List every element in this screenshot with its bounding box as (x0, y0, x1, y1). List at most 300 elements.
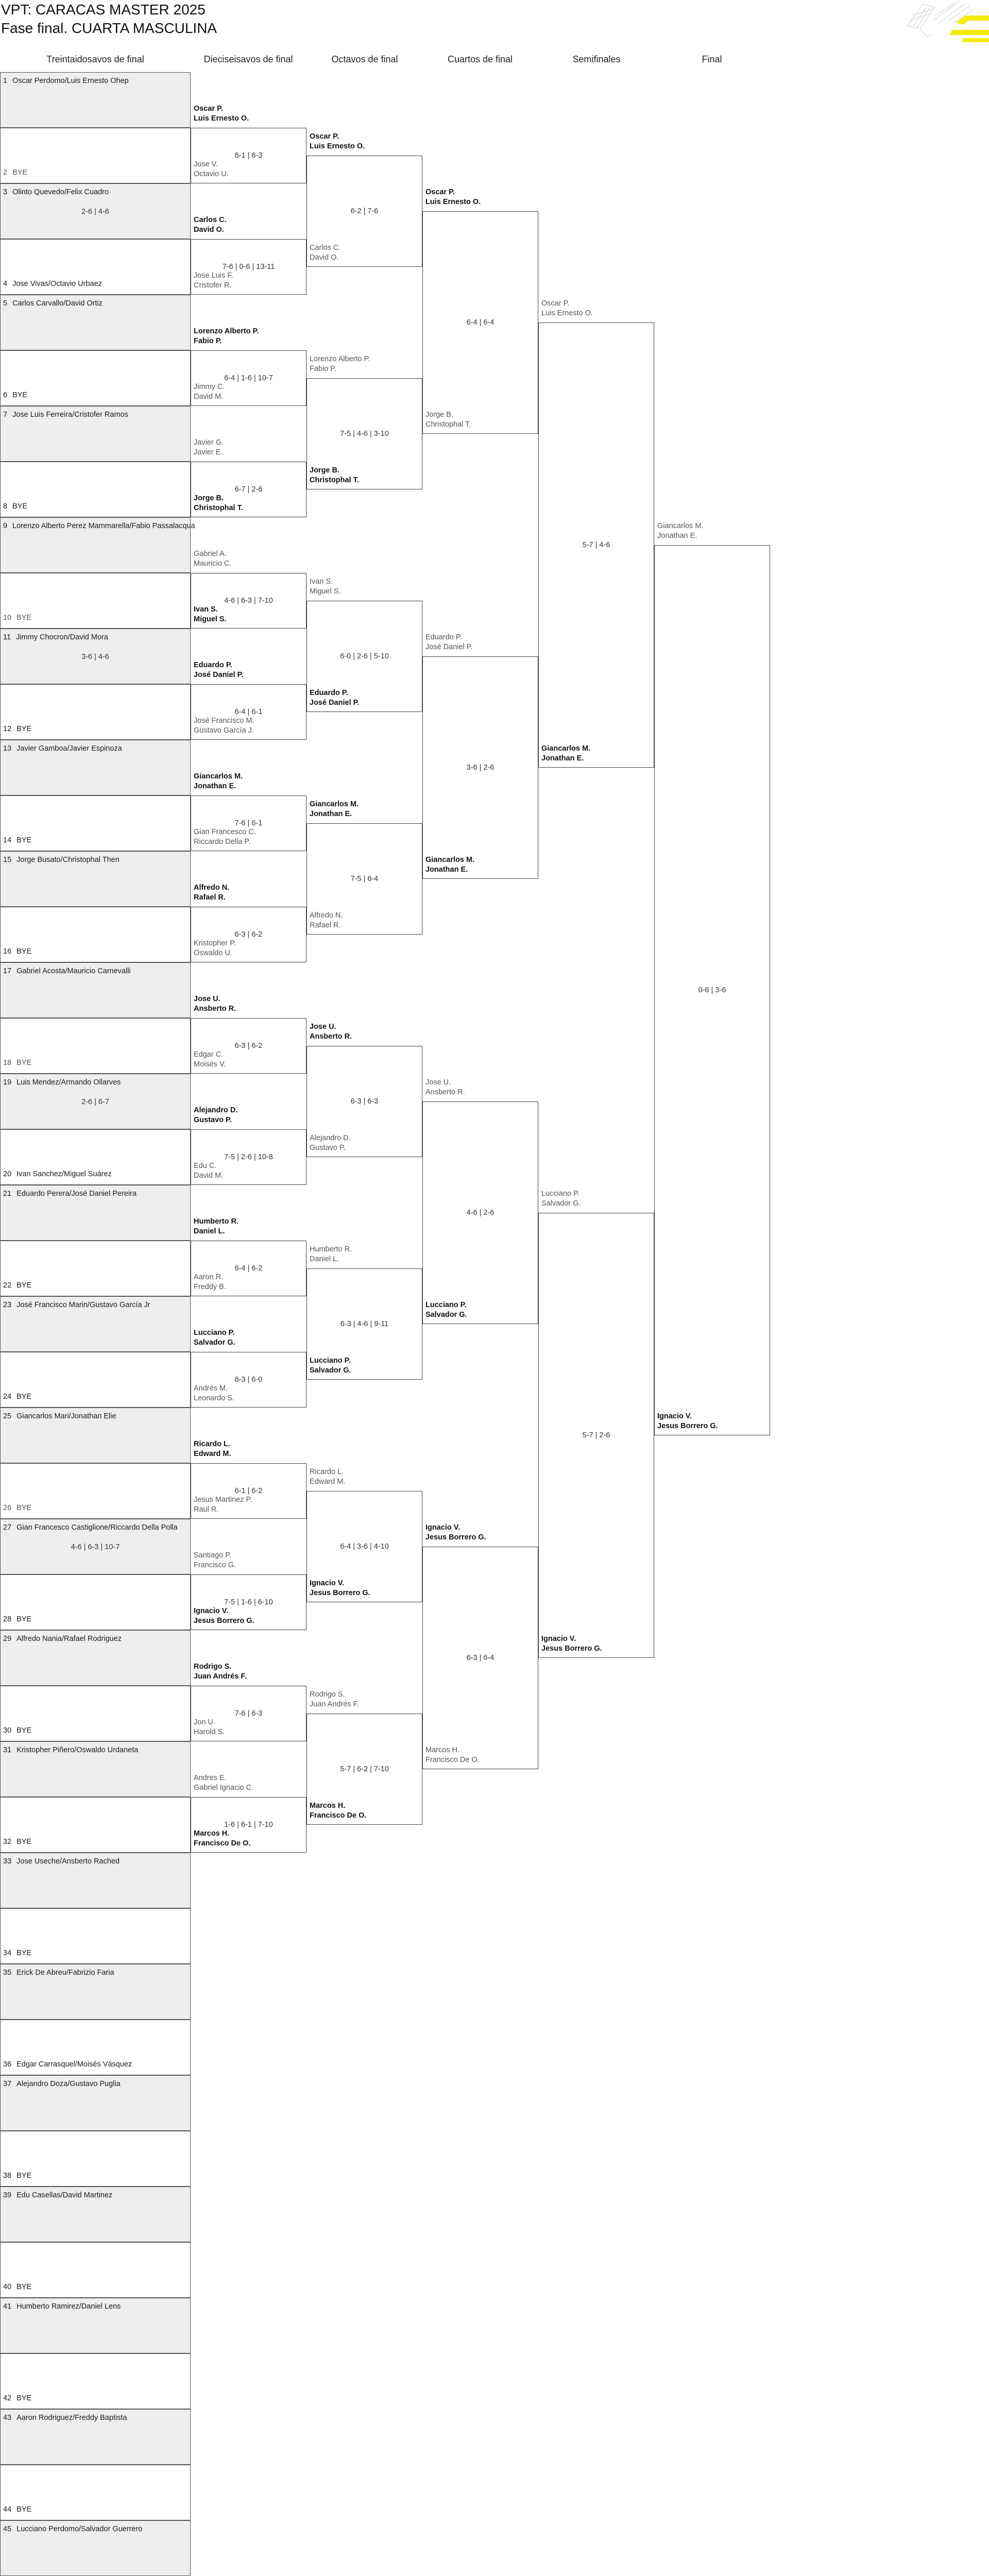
entry-seed: 18 (3, 1059, 12, 1067)
winner-name: Eduardo P. (194, 661, 232, 669)
entry-team (3, 1523, 178, 1532)
entry-seed: 34 (3, 1949, 12, 1957)
entry-team (3, 967, 131, 976)
winner-name: Oscar P. (425, 188, 455, 196)
entry-name: Javier Gamboa/Javier Espinoza (16, 744, 122, 753)
entry-seed: 29 (3, 1635, 12, 1643)
loser-name: Jorge B. (425, 411, 453, 419)
loser-name: Miguel S. (310, 587, 341, 596)
entry-team (3, 2505, 31, 2514)
winner-name: Ignacio V. (425, 1523, 461, 1532)
loser-name: Gustavo García J. (194, 726, 254, 735)
entry-seed: 32 (3, 1838, 12, 1846)
winner-name: Salvador G. (194, 1338, 235, 1347)
winner-name: Oscar P. (194, 105, 223, 113)
entry-team (3, 836, 31, 845)
winner-name: Edward M. (194, 1450, 231, 1458)
winner-name: Giancarlos M. (541, 744, 591, 753)
match-score: 6-3 | 6-3 (350, 1097, 379, 1106)
entry-seed: 12 (3, 725, 12, 733)
winner-name: Ansberto R. (310, 1032, 352, 1041)
winner-name: Salvador G. (310, 1366, 351, 1375)
winner-name: Ricardo L. (194, 1440, 230, 1448)
entry-team (3, 188, 109, 197)
match-score: 7-5 | 4-6 | 3-10 (340, 430, 389, 438)
winner-name: Luis Ernesto O. (310, 142, 365, 150)
entry-name: BYE (16, 1059, 32, 1067)
winner-name: Jesus Borrero G. (541, 1645, 602, 1653)
entry-seed: 37 (3, 2080, 12, 2088)
round-header: Final (702, 54, 722, 64)
loser-name: Ricardo L. (310, 1468, 344, 1476)
entry-team (3, 299, 103, 308)
entry-name: Edgar Carrasquel/Moisés Vásquez (16, 2060, 132, 2069)
entry-name: Jorge Busato/Christophal Then (16, 856, 120, 864)
entry-name: José Francisco Marin/Gustavo García Jr (16, 1301, 150, 1309)
loser-name: Marcos H. (425, 1746, 460, 1754)
entry-seed: 28 (3, 1615, 12, 1623)
match-score: 7-5 | 2-6 | 10-8 (224, 1153, 273, 1161)
entry-name: Eduardo Perera/José Daniel Pereira (16, 1190, 137, 1198)
winner-name: Francisco De O. (194, 1839, 251, 1848)
loser-name: Jonathan E. (657, 532, 697, 540)
winner-name: Humberto R. (194, 1217, 238, 1226)
entry-team (3, 947, 31, 956)
loser-name: Jimmy C. (194, 383, 225, 391)
match-score: 0-6 | 3-6 (698, 986, 726, 994)
winner-name: Carlos C. (194, 216, 227, 224)
entry-seed: 43 (3, 2414, 12, 2422)
entry-seed: 13 (3, 744, 12, 753)
loser-name: David O. (310, 253, 339, 262)
entry-team (3, 724, 31, 734)
entry-name: Alejandro Doza/Gustavo Puglia (16, 2080, 121, 2088)
entry-team (3, 2060, 132, 2069)
loser-name: Aaron R. (194, 1273, 224, 1281)
winner-name: Christophal T. (194, 504, 243, 512)
entry-seed: 4 (3, 280, 8, 288)
entry-seed: 42 (3, 2394, 12, 2402)
match-score: 6-4 | 1-6 | 10-7 (224, 374, 273, 382)
entry-name: BYE (16, 2394, 32, 2402)
entry-seed: 38 (3, 2172, 12, 2180)
entry-team (3, 1968, 114, 1977)
entry-team (3, 2524, 142, 2534)
entry-team (3, 391, 27, 400)
entry-team (3, 1281, 31, 1290)
winner-name: Lorenzo Alberto P. (194, 327, 259, 335)
loser-name: Santiago P. (194, 1551, 232, 1560)
loser-name: David M. (194, 393, 224, 401)
entry-team (3, 1615, 31, 1624)
loser-name: Edu C. (194, 1162, 217, 1170)
loser-name: Javier E. (194, 448, 223, 456)
loser-name: Lorenzo Alberto P. (310, 355, 370, 363)
entry-name: BYE (16, 1393, 32, 1401)
entry-name: Ivan Sanchez/Miguel Suárez (16, 1170, 112, 1178)
entry-seed: 45 (3, 2525, 12, 2533)
entry-team (3, 502, 27, 511)
winner-name: José Daniel P. (310, 699, 360, 707)
entry-team (3, 633, 108, 642)
entry-name: Jose Vivas/Octavio Urbaez (12, 280, 102, 288)
match-score: 5-7 | 6-2 | 7-10 (340, 1765, 389, 1773)
match-score: 5-7 | 2-6 (582, 1431, 610, 1439)
entry-seed: 10 (3, 614, 12, 622)
loser-name: Javier G. (194, 438, 224, 447)
winner-name: Giancarlos M. (425, 856, 475, 864)
loser-name: Alfredo N. (310, 911, 343, 920)
winner-name: Ansberto R. (194, 1005, 236, 1013)
match-score: 3-6 | 2-6 (466, 764, 494, 772)
winner-name: David O. (194, 226, 224, 234)
winner-name: Ignacio V. (657, 1412, 692, 1420)
match-score: 6-4 | 6-4 (466, 318, 494, 327)
entry-seed: 11 (3, 633, 11, 641)
entry-team (3, 1058, 31, 1067)
entry-team (3, 521, 195, 531)
entry-name: BYE (16, 2505, 32, 2514)
match-score: 6-4 | 3-6 | 4-10 (340, 1543, 389, 1551)
loser-name: José Daniel P. (425, 643, 473, 651)
winner-name: José Daniel P. (194, 671, 244, 679)
round-header: Semifinales (572, 54, 621, 64)
entry-name: Aaron Rodriguez/Freddy Baptista (16, 2414, 127, 2422)
entry-team (3, 168, 27, 177)
entry-name: Luis Mendez/Armando Ollarves (16, 1078, 121, 1087)
winner-name: Jonathan E. (541, 754, 584, 762)
loser-name: Octavio U. (194, 170, 229, 178)
entry-team (3, 2413, 127, 2422)
winner-name: Jonathan E. (194, 782, 236, 790)
winner-name: Eduardo P. (310, 689, 348, 697)
loser-name: Edward M. (310, 1478, 346, 1486)
entry-name: Lucciano Perdomo/Salvador Guerrero (16, 2525, 143, 2533)
winner-name: Jonathan E. (425, 866, 468, 874)
winner-name: Luis Ernesto O. (425, 198, 481, 206)
entry-seed: 17 (3, 967, 12, 975)
entry-seed: 8 (3, 502, 8, 511)
entry-seed: 23 (3, 1301, 12, 1309)
entry-seed: 14 (3, 836, 12, 844)
entry-team (3, 1392, 31, 1401)
entry-seed: 41 (3, 2302, 12, 2311)
winner-name: Salvador G. (425, 1311, 467, 1319)
match-score: 6-3 | 6-2 (234, 930, 263, 939)
entry-team (3, 2302, 121, 2311)
entry-name: Erick De Abreu/Fabrizio Faria (16, 1969, 114, 1977)
loser-name: Jose U. (425, 1078, 451, 1087)
entry-team (3, 279, 102, 289)
logo-accent (950, 15, 989, 42)
entry-seed: 27 (3, 1523, 12, 1532)
entry-seed: 33 (3, 1857, 12, 1866)
entry-name: Kristopher Piñero/Oswaldo Urdaneta (16, 1746, 139, 1754)
match-score: 5-7 | 4-6 (582, 541, 610, 549)
loser-name: Freddy B. (194, 1283, 226, 1291)
loser-name: Luis Ernesto O. (541, 309, 593, 317)
entry-seed: 21 (3, 1190, 12, 1198)
entry-name: Giancarlos Mari/Jonathan Elie (16, 1412, 116, 1420)
winner-name: Ignacio V. (310, 1579, 345, 1587)
loser-name: Carlos C. (310, 244, 341, 252)
winner-name: Jesus Borrero G. (425, 1533, 486, 1541)
entry-seed: 44 (3, 2505, 12, 2514)
winner-name: Jorge B. (194, 494, 224, 502)
winner-name: Lucciano P. (310, 1357, 351, 1365)
match-score: 4-6 | 6-3 | 7-10 (224, 597, 273, 605)
winner-name: Ignacio V. (541, 1635, 576, 1643)
winner-name: Marcos H. (194, 1829, 230, 1838)
match-score: 6-3 | 6-2 (234, 1042, 263, 1050)
entry-name: Gabriel Acosta/Mauricio Carnevalli (16, 967, 131, 975)
entry-seed: 40 (3, 2283, 12, 2291)
entry-team (3, 1948, 31, 1958)
entry-name: BYE (16, 1615, 32, 1623)
loser-name: Edgar C. (194, 1050, 224, 1059)
round-header: Dieciseisavos de final (203, 54, 293, 64)
entry-team (3, 1745, 138, 1755)
entry-team (3, 1170, 112, 1179)
match-score: 3-6 | 4-6 (81, 653, 109, 661)
loser-name: Riccardo Della P. (194, 838, 251, 846)
entry-name: Humberto Ramirez/Daniel Lens (16, 2302, 121, 2311)
winner-name: Fabio P. (194, 337, 222, 345)
entry-team (3, 2171, 31, 2180)
entry-seed: 39 (3, 2191, 12, 2199)
page-title: VPT: CARACAS MASTER 2025 (1, 2, 206, 18)
match-score: 7-6 | 6-3 (234, 1709, 263, 1718)
entry-name: Edu Casellas/David Martinez (16, 2191, 113, 2199)
entry-team (3, 1503, 31, 1513)
match-score: 6-4 | 6-2 (234, 1264, 263, 1273)
entry-cell (0, 128, 191, 183)
entry-name: BYE (16, 2172, 32, 2180)
entry-team (3, 410, 128, 419)
entry-name: Jose Luis Ferreira/Cristofer Ramos (12, 411, 128, 419)
entry-team (3, 1857, 120, 1866)
entry-team (3, 2191, 112, 2200)
loser-name: Rafael R. (310, 921, 341, 929)
loser-name: Harold S. (194, 1728, 225, 1736)
entry-seed: 25 (3, 1412, 12, 1420)
match-score: 6-4 | 6-1 (234, 708, 263, 716)
entry-name: BYE (12, 391, 28, 399)
winner-name: Jonathan E. (310, 810, 352, 818)
loser-name: Oscar P. (541, 299, 570, 308)
loser-name: José Francisco M. (194, 717, 254, 725)
match-score: 2-6 | 4-6 (81, 208, 109, 216)
winner-name: Jesus Borrero G. (310, 1589, 370, 1597)
entry-seed: 20 (3, 1170, 12, 1178)
winner-name: Jose U. (194, 995, 220, 1003)
entry-name: BYE (16, 725, 32, 733)
loser-name: Fabio P. (310, 365, 337, 373)
loser-name: Moisés V. (194, 1060, 226, 1069)
loser-name: Jose V. (194, 160, 218, 168)
entry-name: BYE (16, 1726, 32, 1735)
match-score: 6-3 | 6-4 (466, 1654, 494, 1662)
loser-name: Salvador G. (541, 1199, 581, 1208)
loser-name: Rodrigo S. (310, 1690, 345, 1699)
loser-name: Giancarlos M. (657, 522, 704, 530)
winner-name: Alfredo N. (194, 884, 230, 892)
entry-team (3, 1300, 150, 1310)
entry-name: BYE (16, 2283, 32, 2291)
entry-team (3, 855, 120, 865)
entry-name: Alfredo Nania/Rafael Rodriguez (16, 1635, 122, 1643)
match-score: 6-3 | 6-0 (234, 1376, 263, 1384)
winner-name: Juan Andrés F. (194, 1672, 247, 1681)
match-score: 6-0 | 2-6 | 5-10 (340, 652, 389, 660)
entry-seed: 30 (3, 1726, 12, 1735)
winner-name: Jose U. (310, 1023, 336, 1031)
winner-name: Ignacio V. (194, 1607, 229, 1615)
match-score: 4-6 | 2-6 (466, 1209, 494, 1217)
entry-team (3, 613, 31, 622)
winner-name: Rodrigo S. (194, 1663, 232, 1671)
loser-name: Raul R. (194, 1505, 219, 1514)
winner-name: Marcos H. (310, 1802, 346, 1810)
match-score: 7-5 | 1-6 | 6-10 (224, 1598, 273, 1606)
entry-name: Gian Francesco Castiglione/Riccardo Della Polla (16, 1523, 178, 1532)
entry-seed: 31 (3, 1746, 12, 1754)
entry-seed: 7 (3, 411, 8, 419)
entry-team (3, 2282, 31, 2292)
entry-seed: 15 (3, 856, 12, 864)
loser-name: Juan Andrés F. (310, 1700, 359, 1708)
winner-name: Lucciano P. (194, 1329, 235, 1337)
entry-cell (0, 462, 191, 517)
entry-name: BYE (12, 502, 28, 511)
entry-team (3, 1837, 31, 1846)
winner-name: Rafael R. (194, 893, 226, 902)
winner-name: Jesus Borrero G. (194, 1617, 254, 1625)
match-score: 6-7 | 2-6 (234, 485, 263, 494)
winner-name: Ivan S. (194, 605, 218, 614)
loser-name: Kristopher P. (194, 939, 236, 947)
entry-seed: 36 (3, 2060, 12, 2069)
entry-seed: 3 (3, 188, 8, 196)
winner-name: Luis Ernesto O. (194, 114, 249, 123)
loser-name: Jesus Martinez P. (194, 1496, 252, 1504)
winner-name: Christophal T. (310, 476, 359, 484)
entry-name: Carlos Carvallo/David Ortiz (12, 299, 103, 308)
loser-name: Jose Luis F. (194, 272, 233, 280)
loser-name: Gian Francesco C. (194, 828, 256, 836)
match-score: 6-3 | 4-6 | 9-11 (340, 1320, 389, 1328)
entry-name: Jose Useche/Ansberto Rached (16, 1857, 120, 1866)
winner-name: Jesus Borrero G. (657, 1422, 718, 1430)
loser-name: Gustavo P. (310, 1144, 346, 1152)
entry-name: BYE (16, 1504, 32, 1512)
entry-team (3, 1189, 137, 1198)
entry-team (3, 1412, 116, 1421)
entry-name: Jimmy Chocron/David Mora (16, 633, 108, 641)
entry-seed: 2 (3, 168, 8, 177)
loser-name: David M. (194, 1172, 224, 1180)
loser-name: Humberto R. (310, 1245, 352, 1253)
entry-team (3, 1726, 31, 1735)
loser-name: Leonardo S. (194, 1394, 235, 1402)
loser-name: Cristofer R. (194, 281, 232, 290)
entry-seed: 5 (3, 299, 8, 308)
entry-seed: 16 (3, 947, 12, 956)
winner-name: Daniel L. (194, 1227, 225, 1235)
entry-name: BYE (16, 1949, 32, 1957)
loser-name: Mauricio C. (194, 560, 232, 568)
winner-name: Jorge B. (310, 466, 340, 474)
entry-name: Olinto Quevedo/Felix Cuadro (12, 188, 109, 196)
entry-name: Lorenzo Alberto Perez Mammarella/Fabio Passalacqua (12, 522, 195, 530)
entry-team (3, 76, 129, 86)
loser-name: Alejandro D. (310, 1134, 351, 1142)
winner-name: Alejandro D. (194, 1106, 238, 1114)
entry-name: Oscar Perdomo/Luis Ernesto Ohep (12, 77, 129, 85)
page-subtitle: Fase final. CUARTA MASCULINA (1, 20, 217, 36)
entry-name: BYE (16, 1838, 32, 1846)
loser-name: Gabriel A. (194, 550, 227, 558)
loser-name: Andres E. (194, 1774, 227, 1782)
entry-seed: 24 (3, 1393, 12, 1401)
loser-name: Lucciano P. (541, 1190, 579, 1198)
entry-name: BYE (12, 168, 28, 177)
winner-name: Oscar P. (310, 132, 339, 141)
match-score: 6-1 | 6-2 (234, 1487, 263, 1495)
entry-cell (0, 350, 191, 406)
entry-name: BYE (16, 1281, 32, 1290)
loser-name: Ivan S. (310, 578, 333, 586)
entry-name: BYE (16, 947, 32, 956)
entry-name: BYE (16, 836, 32, 844)
entry-seed: 26 (3, 1504, 12, 1512)
entry-seed: 19 (3, 1078, 12, 1087)
winner-name: Miguel S. (194, 615, 227, 623)
loser-name: Christophal T. (425, 420, 471, 429)
match-score: 7-5 | 6-4 (350, 875, 379, 883)
round-header: Cuartos de final (447, 54, 513, 64)
loser-name: Oswaldo U. (194, 949, 232, 957)
entry-team (3, 744, 122, 753)
loser-name: Jon U. (194, 1718, 215, 1726)
round-header: Treintaidosavos de final (46, 54, 144, 64)
entry-team (3, 1078, 121, 1087)
loser-name: Gabriel Ignacio C. (194, 1784, 254, 1792)
entry-team (3, 1634, 122, 1643)
winner-name: Lucciano P. (425, 1301, 467, 1309)
winner-name: Giancarlos M. (194, 772, 243, 781)
loser-name: Daniel L. (310, 1255, 339, 1263)
match-score: 2-6 | 6-7 (81, 1098, 109, 1106)
winner-name: Francisco De O. (310, 1811, 367, 1820)
round-header: Octavos de final (331, 54, 398, 64)
match-score: 4-6 | 6-3 | 10-7 (71, 1543, 120, 1551)
entry-seed: 35 (3, 1969, 12, 1977)
entry-seed: 1 (3, 77, 8, 85)
loser-name: Francisco De O. (425, 1756, 480, 1764)
match-score: 6-1 | 6-3 (234, 151, 263, 160)
match-score: 6-2 | 7-6 (350, 207, 379, 215)
match-score: 7-6 | 0-6 | 13-11 (222, 263, 275, 271)
entry-seed: 6 (3, 391, 8, 399)
loser-name: Francisco G. (194, 1561, 236, 1569)
entry-name: BYE (16, 614, 32, 622)
loser-name: Eduardo P. (425, 633, 462, 641)
entry-seed: 9 (3, 522, 8, 530)
winner-name: Gustavo P. (194, 1116, 232, 1124)
loser-name: Andrés M. (194, 1384, 228, 1393)
entry-team (3, 2079, 121, 2089)
